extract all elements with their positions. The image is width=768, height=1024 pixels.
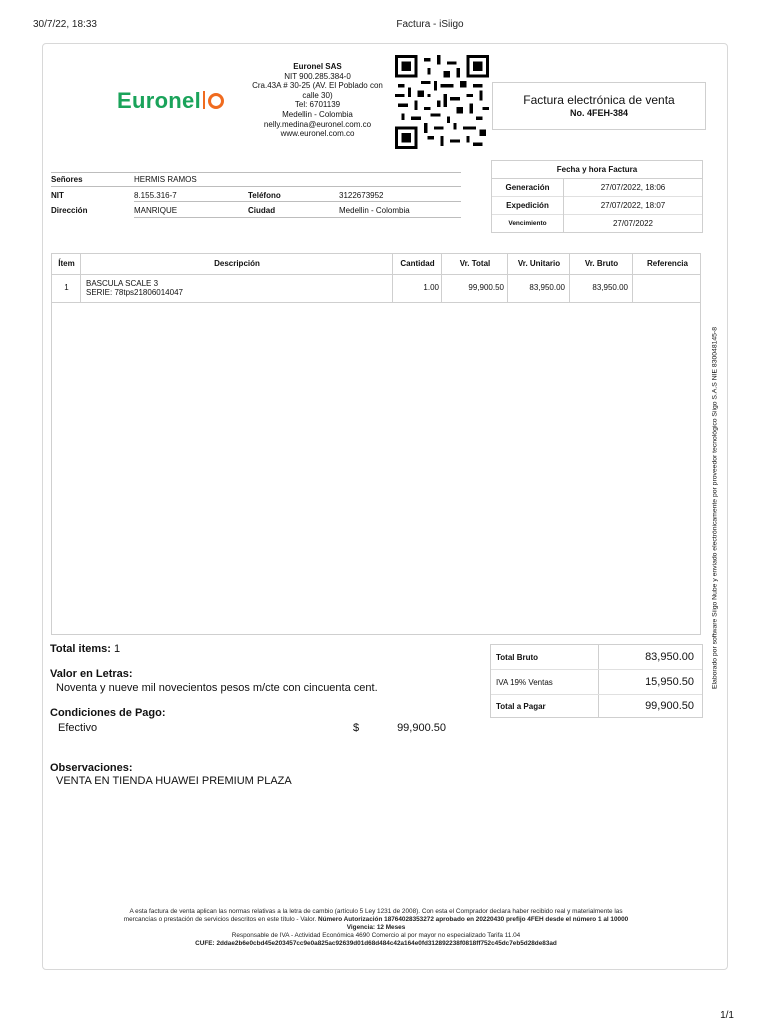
date-value: 27/07/2022, 18:07: [600, 201, 666, 210]
telefono-label: Teléfono: [248, 191, 281, 200]
date-label: Generación: [492, 179, 564, 197]
dates-header: Fecha y hora Factura: [492, 161, 702, 179]
total-value: 99,900.50: [645, 700, 694, 712]
item-number: 1: [64, 283, 69, 292]
item-unit-price: 83,950.00: [529, 283, 565, 292]
header-description: Descripción: [214, 259, 260, 268]
item-quantity: 1.00: [423, 283, 439, 292]
date-label: Vencimiento: [492, 215, 564, 233]
date-row: [492, 197, 702, 215]
total-items: [50, 643, 120, 655]
currency-symbol: $: [353, 722, 360, 734]
side-legal-label: Elaborado por software Siigo Nube y enviado electrónicamente por proveedor tecnológico Siigo S.A.S NIE 830048145-8: [711, 327, 719, 689]
page-number: 1/1: [720, 1010, 734, 1021]
item-description: [86, 275, 386, 302]
header-gross: Vr. Bruto: [584, 259, 619, 268]
header-item: Ítem: [58, 259, 75, 268]
print-date: 30/7/22, 18:33: [33, 19, 97, 30]
invoice-title: Factura electrónica de venta: [523, 93, 675, 107]
header-total: Vr. Total: [459, 259, 491, 268]
date-row: [492, 179, 702, 197]
total-items-value: 1: [113, 643, 121, 655]
side-legal-text: [708, 296, 722, 720]
footer-line4: Responsable de IVA - Actividad Económica 4690 Comercio al por mayor no especializado Tarifa 11.04: [231, 932, 521, 939]
customer-phone: 3122673952: [339, 191, 384, 200]
legal-footer: [70, 908, 682, 948]
customer-name: HERMIS RAMOS: [134, 175, 197, 184]
company-nit: NIT 900.285.384-0: [284, 71, 351, 81]
item-description-line1: BASCULA SCALE 3: [86, 279, 159, 288]
item-gross: 83,950.00: [592, 283, 628, 292]
footer-line2b: Número Autorización 18764028353272 aprobado en 20220430 prefijo 4FEH desde el número 1 al 10000: [317, 916, 629, 923]
condiciones-label: Condiciones de Pago:: [50, 707, 166, 719]
direccion-label: Dirección: [51, 206, 88, 215]
footer-line1: A esta factura de venta aplican las normas relativas a la letra de cambio (artículo 5 Ley 1231 de 2008). Con esta el Comprador declara haber recibido real y materialmente las: [129, 908, 623, 915]
nit-label: NIT: [51, 191, 64, 200]
company-address: Cra.43A # 30-25 (AV. El Poblado con calle 30): [252, 81, 383, 100]
total-label: Total a Pagar: [496, 702, 546, 711]
date-value: 27/07/2022, 18:06: [600, 183, 666, 192]
ciudad-label: Ciudad: [248, 206, 276, 215]
footer-line5: CUFE: 2ddae2b6e0cbd45e203457cc9e0a825ac92639d01d68d484c42a164e0fd312892238f0818ff752c45dc7eb5d28de83ad: [195, 940, 557, 947]
company-web: www.euronel.com.co: [280, 129, 355, 139]
invoice-number: No. 4FEH-384: [569, 108, 629, 118]
header-reference: Referencia: [647, 259, 688, 268]
header-quantity: Cantidad: [400, 259, 435, 268]
observaciones: VENTA EN TIENDA HUAWEI PREMIUM PLAZA: [56, 775, 292, 787]
item-reference: [633, 275, 702, 302]
customer-city: Medellin - Colombia: [339, 206, 410, 215]
items-table: [51, 253, 701, 635]
date-value: 27/07/2022: [612, 219, 654, 228]
total-label: IVA 19% Ventas: [496, 678, 553, 687]
company-city: Medellin - Colombia: [282, 109, 353, 119]
invoice-dates-table: [491, 160, 703, 233]
condicion-pago: Efectivo: [58, 722, 98, 734]
total-row: [491, 645, 702, 670]
total-items-label: Total items:: [50, 643, 111, 655]
total-value: 15,950.50: [645, 676, 694, 688]
total-row: [491, 670, 702, 695]
customer-nit: 8.155.316-7: [134, 191, 177, 200]
total-row: [491, 694, 702, 719]
date-row: [492, 215, 702, 233]
observaciones-label: Observaciones:: [50, 762, 133, 774]
total-label: Total Bruto: [496, 653, 539, 662]
item-total: 99,900.50: [468, 283, 504, 292]
date-label: Expedición: [492, 197, 564, 215]
footer-line2a: mercancías o prestación de servicios descritos en este título - Valor.: [123, 916, 317, 923]
senores-label: Señores: [51, 175, 83, 184]
company-email: nelly.medina@euronel.com.co: [263, 119, 372, 129]
print-title: Factura - iSiigo: [396, 19, 464, 30]
company-phone: Tel: 6701139: [294, 100, 341, 110]
valor-letras-label: Valor en Letras:: [50, 668, 133, 680]
valor-letras: Noventa y nueve mil novecientos pesos m/cte con cincuenta cent.: [56, 682, 378, 694]
footer-line3: Vigencia: 12 Meses: [346, 924, 406, 931]
totals-table: [490, 644, 703, 718]
header-unit-price: Vr. Unitario: [517, 259, 561, 268]
customer-address: MANRIQUE: [134, 206, 178, 215]
item-description-line2: SERIE: 78tps21806014047: [86, 288, 183, 297]
logo-text: Euronel: [117, 88, 201, 113]
total-value: 83,950.00: [645, 651, 694, 663]
monto-pago: 99,900.50: [397, 722, 446, 734]
company-name: Euronel SAS: [293, 62, 342, 71]
